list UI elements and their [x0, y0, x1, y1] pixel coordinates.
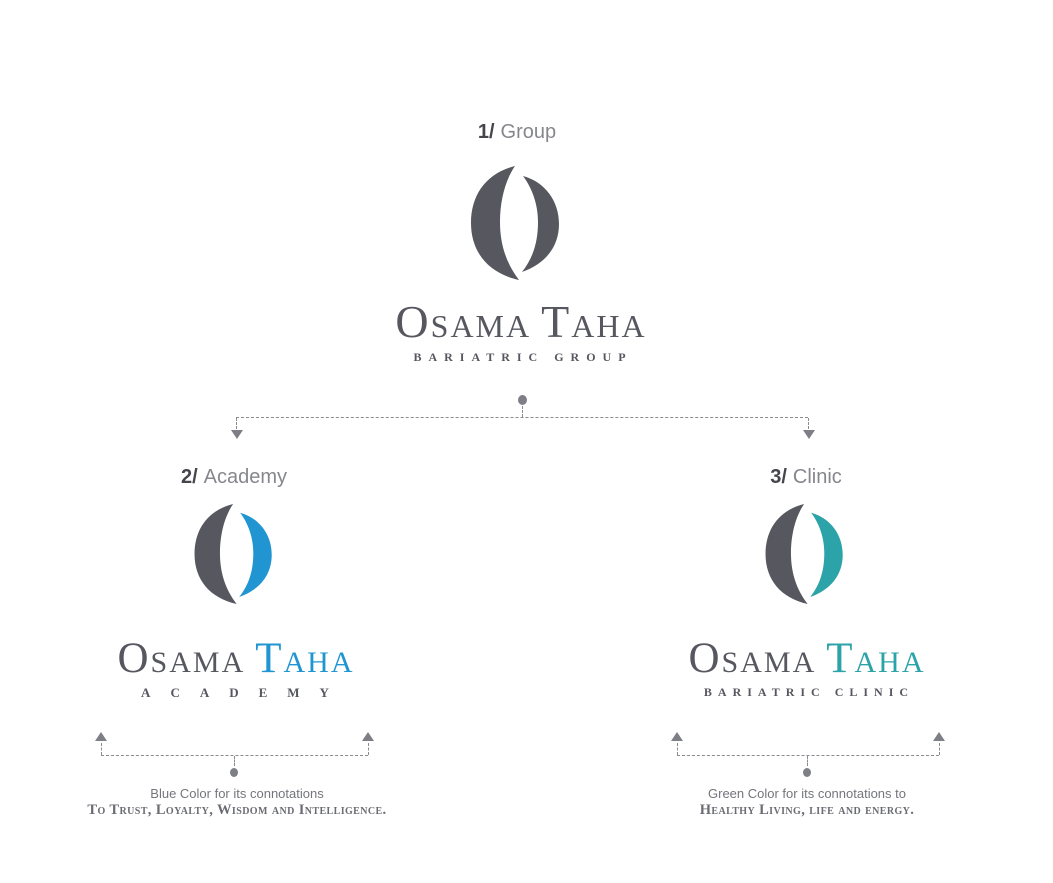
tree-left-arrow-down-icon	[231, 430, 243, 439]
clinic-note-center-stub	[807, 756, 808, 766]
academy-wordmark-first: Osama	[117, 635, 246, 682]
clinic-node-header	[770, 466, 842, 488]
clinic-note-left-stub	[677, 743, 678, 755]
group-node-header	[478, 121, 556, 143]
clinic-note-line2: Healthy Living, life and energy.	[699, 802, 915, 818]
clinic-wordmark-second: Taha	[826, 635, 926, 682]
clinic-logo-mark-icon	[761, 504, 849, 604]
group-index: 1/	[477, 121, 495, 143]
group-label: Group	[500, 121, 557, 143]
academy-note-dot	[230, 768, 238, 777]
tree-right-drop	[808, 418, 809, 429]
clinic-subline: BARIATRIC CLINIC	[703, 685, 915, 699]
clinic-mark-right-crescent	[810, 513, 842, 597]
group-wordmark-first: Osama	[395, 296, 532, 347]
academy-wordmark	[117, 636, 354, 681]
group-subline: BARIATRIC GROUP	[413, 350, 633, 364]
academy-index: 2/	[180, 466, 198, 488]
group-mark-right-crescent	[522, 176, 559, 272]
academy-wordmark-second: Taha	[255, 635, 355, 682]
academy-mark-right-crescent	[239, 513, 271, 597]
tree-left-drop	[236, 418, 237, 429]
clinic-note-left-arrow-up-icon	[671, 732, 683, 741]
academy-note-line1: Blue Color for its connotations	[150, 786, 324, 801]
clinic-wordmark-first: Osama	[688, 635, 817, 682]
academy-note-center-stub	[234, 756, 235, 766]
tree-horizontal-line	[236, 417, 808, 418]
tree-root-dot	[518, 395, 527, 405]
academy-note-line2: To Trust, Loyalty, Wisdom and Intelligence.	[87, 802, 387, 818]
academy-note-left-arrow-up-icon	[95, 732, 107, 741]
group-wordmark	[395, 298, 646, 346]
clinic-wordmark	[688, 636, 925, 681]
clinic-mark-left-crescent	[766, 504, 808, 604]
clinic-note-dot	[803, 768, 811, 777]
clinic-note-right-arrow-up-icon	[933, 732, 945, 741]
academy-note-left-stub	[101, 743, 102, 755]
group-wordmark-second: Taha	[541, 296, 647, 347]
clinic-note-span-line	[677, 755, 939, 756]
clinic-note-line1: Green Color for its connotations to	[708, 786, 906, 801]
academy-label: Academy	[203, 466, 288, 488]
group-logo-mark-icon	[466, 166, 566, 280]
academy-subline: ACADEMY	[141, 685, 349, 700]
group-mark-left-crescent	[471, 166, 519, 280]
academy-logo-mark-icon	[190, 504, 278, 604]
tree-right-arrow-down-icon	[803, 430, 815, 439]
academy-note-right-stub	[368, 743, 369, 755]
clinic-index: 3/	[770, 466, 787, 488]
clinic-note-right-stub	[939, 743, 940, 755]
academy-note-right-arrow-up-icon	[362, 732, 374, 741]
academy-mark-left-crescent	[195, 504, 237, 604]
clinic-label: Clinic	[792, 466, 842, 488]
academy-node-header	[181, 466, 287, 488]
tree-root-stem	[522, 406, 523, 417]
